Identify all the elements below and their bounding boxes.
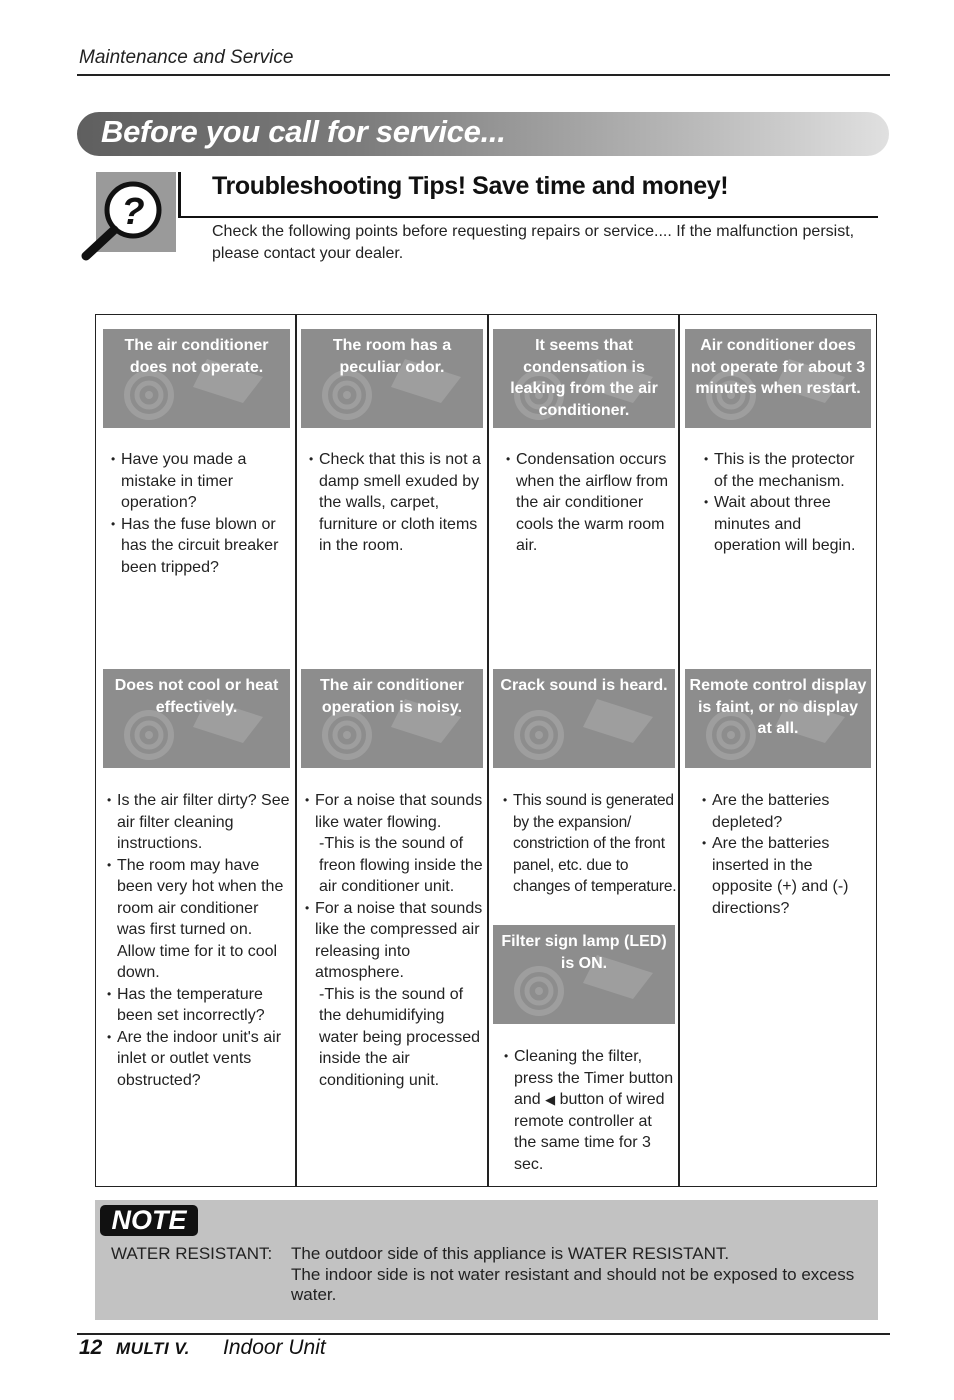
issue-checklist — [305, 790, 483, 1091]
issue-header — [301, 329, 483, 428]
section-label: Maintenance and Service — [79, 47, 294, 68]
issue-checklist — [503, 790, 679, 898]
issue-title: The room has a peculiar odor. — [332, 337, 452, 376]
list-item: • Are the batteries inserted in the opposite (+) and (-) directions? — [702, 833, 870, 919]
issue-checklist — [111, 449, 289, 578]
grid-divider — [487, 314, 489, 1187]
list-item — [504, 1046, 678, 1175]
list-item: • Is the air filter dirty? See air filter cleaning instructions. — [107, 790, 291, 855]
list-item: • This is the protector of the mechanism. — [704, 449, 870, 492]
list-item: • Are the batteries depleted? — [702, 790, 870, 833]
list-item: • Have you made a mistake in timer operation? — [111, 449, 289, 514]
page-number: 12 — [79, 1336, 103, 1359]
issue-checklist — [504, 1046, 678, 1175]
issue-header — [103, 669, 290, 768]
tips-intro: Check the following points before requesting repairs or service.... If the malfunction persist, please contact your dealer. — [212, 223, 855, 262]
list-item: • Are the indoor unit's air inlet or outlet vents obstructed? — [107, 1027, 291, 1092]
left-triangle-icon: ◀ — [545, 1092, 556, 1107]
issue-title: It seems that condensation is leaking from the air conditioner. — [510, 337, 658, 419]
tips-title: Troubleshooting Tips! Save time and money! — [212, 172, 729, 200]
issue-header — [685, 669, 871, 768]
list-subitem: -This is the sound of the dehumidifying water being processed inside the air conditioning unit. — [319, 985, 480, 1089]
issue-header — [301, 669, 483, 768]
note-text — [291, 1244, 861, 1306]
filter-text-after: button of wired remote controller at the same time for 3 sec. — [514, 1091, 665, 1173]
issue-header — [493, 925, 675, 1024]
list-item: • Check that this is not a damp smell exuded by the walls, carpet, furniture or cloth items in the room. — [309, 449, 481, 557]
title-rule-vertical — [178, 172, 181, 218]
list-item: • Has the fuse blown or has the circuit breaker been tripped? — [111, 514, 289, 579]
grid-divider — [295, 314, 297, 1187]
issue-header — [493, 329, 675, 428]
brand-logo: MULTI V. — [116, 1339, 190, 1358]
issue-header — [103, 329, 290, 428]
issue-title: The air conditioner does not operate. — [124, 337, 269, 376]
issue-title: Filter sign lamp (LED) is ON. — [501, 933, 667, 972]
issue-title: Does not cool or heat effectively. — [114, 677, 279, 716]
issue-title: Air conditioner does not operate for about 3 minutes when restart. — [690, 337, 866, 397]
issue-title: The air conditioner operation is noisy. — [319, 677, 464, 716]
swirl-icon — [513, 697, 663, 767]
issue-checklist — [107, 790, 291, 1091]
list-item: • Wait about three minutes and operation will begin. — [704, 492, 870, 557]
top-rule — [77, 74, 890, 76]
issue-header — [685, 329, 871, 428]
grid-divider — [678, 314, 680, 1187]
issue-title: Crack sound is heard. — [500, 677, 668, 694]
list-item: • The room may have been very hot when the room air conditioner was first turned on. Allow time for it to cool down. — [107, 855, 291, 984]
issue-checklist — [309, 449, 481, 557]
bottom-rule — [77, 1333, 890, 1335]
svg-text:?: ? — [121, 191, 145, 233]
issue-title: Remote control display is faint, or no display at all. — [689, 677, 867, 737]
list-item: • Condensation occurs when the airflow from the air conditioner cools the warm room air. — [506, 449, 676, 557]
issue-checklist — [506, 449, 676, 557]
issue-checklist — [702, 790, 870, 919]
filter-text-before: Cleaning the filter, press the Timer button and — [514, 1048, 674, 1108]
note-label: WATER RESISTANT: — [111, 1244, 273, 1263]
banner-title: Before you call for service... — [101, 114, 506, 149]
issue-header — [493, 669, 675, 768]
issue-checklist — [704, 449, 870, 557]
note-tag: NOTE — [100, 1205, 198, 1236]
list-subitem: -This is the sound of freon flowing inside the air conditioner unit. — [319, 835, 483, 895]
list-item: • Has the temperature been set incorrectly? — [107, 984, 291, 1027]
list-item: • This sound is generated by the expansion/ constriction of the front panel, etc. due to changes of temperature. — [503, 790, 679, 898]
list-item: • For a noise that sounds like water flowing. — [305, 790, 483, 833]
magnifier-question-icon — [78, 170, 178, 262]
note-line: The outdoor side of this appliance is WATER RESISTANT. — [291, 1244, 730, 1263]
note-line: The indoor side is not water resistant and should not be exposed to excess water. — [291, 1264, 855, 1304]
service-banner — [77, 112, 889, 156]
list-item: • For a noise that sounds like the compressed air releasing into atmosphere. — [305, 898, 483, 984]
unit-label: Indoor Unit — [223, 1336, 326, 1359]
title-rule-horizontal — [178, 216, 878, 218]
